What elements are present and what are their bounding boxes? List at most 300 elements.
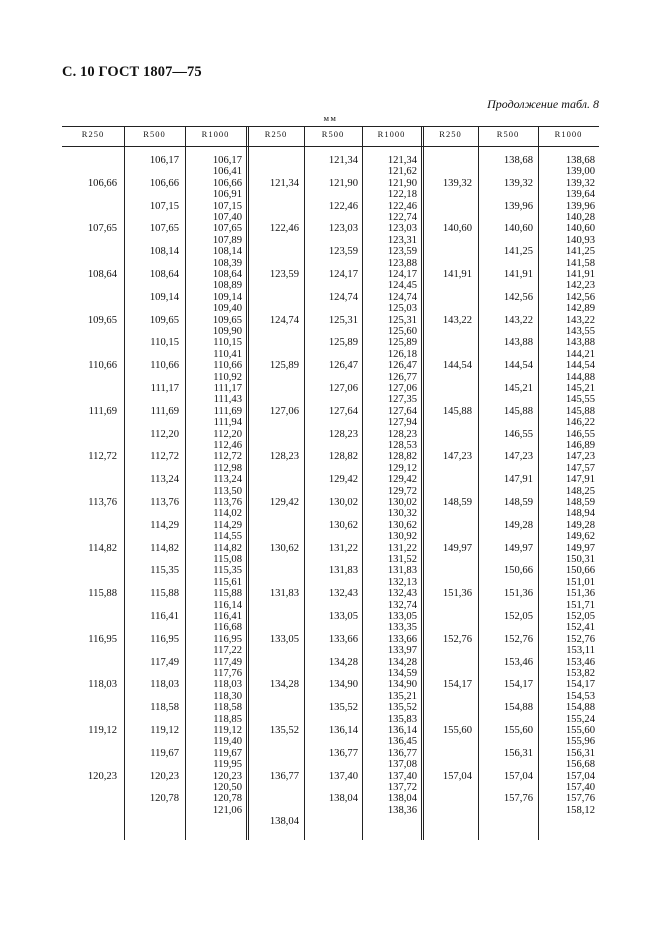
table-cell: 127,06 xyxy=(328,383,358,394)
table-cell: 110,41 xyxy=(213,348,242,360)
table-cell: 148,25 xyxy=(565,485,595,497)
table-cell: 133,66 xyxy=(387,633,417,645)
table-cell: 109,40 xyxy=(212,303,242,315)
table-cell: 139,32 xyxy=(442,177,472,189)
table-cell: 120,23 xyxy=(212,770,242,782)
table-cell: 125,31 xyxy=(328,314,358,326)
table-cell: 111,17 xyxy=(150,383,179,394)
table-cell: 107,40 xyxy=(212,212,242,223)
table-cell: 135,52 xyxy=(269,725,299,736)
table-cell: 127,35 xyxy=(387,394,417,406)
table-cell: 107,15 xyxy=(212,200,242,212)
table-cell: 114,29 xyxy=(213,519,242,531)
table-cell: 129,42 xyxy=(387,474,417,486)
table-cell: 106,66 xyxy=(149,177,179,189)
table-cell: 157,04 xyxy=(442,770,472,782)
table-cell: 142,89 xyxy=(565,303,595,315)
table-cell: 118,03 xyxy=(213,679,242,691)
table-cell: 142,23 xyxy=(565,280,595,292)
table-cell: 111,17 xyxy=(213,383,242,394)
table-cell: 133,97 xyxy=(387,645,417,657)
table-cell: 135,21 xyxy=(387,690,417,702)
table-cell: 149,28 xyxy=(503,519,533,531)
table-cell: 116,95 xyxy=(88,633,117,645)
table-cell: 138,36 xyxy=(387,804,417,816)
table-cell: 146,89 xyxy=(565,440,595,451)
table-cell: 128,53 xyxy=(387,440,417,451)
table-cell: 139,00 xyxy=(565,166,595,178)
table-cell: 151,71 xyxy=(565,599,595,611)
table-cell: 115,88 xyxy=(150,588,179,600)
table-cell: 120,23 xyxy=(149,770,179,782)
table-cell: 125,31 xyxy=(387,314,417,326)
header-r250: R250 xyxy=(439,129,462,139)
table-cell: 157,04 xyxy=(565,770,595,782)
table-cell: 137,40 xyxy=(387,770,417,782)
table-cell: 125,60 xyxy=(387,326,417,337)
table-cell: 131,83 xyxy=(387,565,417,577)
table-cell: 109,14 xyxy=(212,291,242,303)
table-cell: 156,68 xyxy=(565,759,595,771)
table-cell: 110,15 xyxy=(150,337,179,349)
table-cell: 150,31 xyxy=(565,554,595,565)
table-cell: 157,40 xyxy=(565,782,595,793)
table-cell: 109,90 xyxy=(212,326,242,337)
table-cell: 109,14 xyxy=(149,291,179,303)
table-cell: 119,12 xyxy=(150,725,179,736)
table-cell: 128,23 xyxy=(328,428,358,440)
table-cell: 153,46 xyxy=(565,656,595,668)
table-cell: 136,45 xyxy=(387,736,417,748)
table-cell: 135,83 xyxy=(387,713,417,725)
table-cell: 108,64 xyxy=(212,269,242,280)
table-cell: 133,66 xyxy=(328,633,358,645)
table-cell: 146,22 xyxy=(565,417,595,429)
table-cell: 132,43 xyxy=(328,588,358,600)
header-r250: R250 xyxy=(81,129,105,139)
table-cell: 155,60 xyxy=(565,725,595,736)
table-cell: 120,23 xyxy=(87,770,117,782)
table-cell: 106,17 xyxy=(212,155,242,166)
table-cell: 126,77 xyxy=(387,371,417,383)
table-cell: 147,57 xyxy=(565,462,595,474)
table-cell: 139,64 xyxy=(565,189,595,201)
table-cell: 106,66 xyxy=(87,177,117,189)
table-cell: 149,97 xyxy=(442,542,472,554)
table-cell: 130,02 xyxy=(387,497,417,508)
table-cell: 124,74 xyxy=(269,314,299,326)
table-cell: 131,52 xyxy=(387,554,417,565)
table-cell: 108,64 xyxy=(149,269,179,280)
table-cell: 151,36 xyxy=(503,588,533,600)
table-cell: 111,69 xyxy=(213,405,242,417)
table-cell: 121,90 xyxy=(328,177,358,189)
table-cell: 119,12 xyxy=(88,725,117,736)
table-cell: 139,96 xyxy=(503,200,533,212)
table-cell: 118,58 xyxy=(150,702,179,714)
table-cell: 148,59 xyxy=(503,497,533,508)
table-cell: 107,89 xyxy=(212,234,242,246)
table-cell: 150,66 xyxy=(565,565,595,577)
table-cell: 143,55 xyxy=(565,326,595,337)
table-cell: 112,98 xyxy=(213,462,242,474)
table-cell: 158,12 xyxy=(565,804,595,816)
table-cell: 128,23 xyxy=(387,428,417,440)
table-cell: 154,17 xyxy=(565,679,595,691)
table-cell: 152,76 xyxy=(503,633,533,645)
table-cell: 153,11 xyxy=(566,645,595,657)
table-cell: 134,28 xyxy=(328,656,358,668)
table-cell: 121,62 xyxy=(387,166,417,178)
table-cell: 139,32 xyxy=(565,177,595,189)
table-cell: 118,30 xyxy=(213,690,242,702)
table-cell: 113,76 xyxy=(88,497,117,508)
table-cell: 119,40 xyxy=(213,736,242,748)
table-cell: 110,66 xyxy=(150,360,179,372)
table-cell: 146,55 xyxy=(565,428,595,440)
table-cell: 110,66 xyxy=(88,360,117,372)
table-cell: 126,18 xyxy=(387,348,417,360)
table-cell: 147,23 xyxy=(565,451,595,463)
table-cell: 143,22 xyxy=(565,314,595,326)
page-title: С. 10 ГОСТ 1807—75 xyxy=(62,64,202,80)
table-cell: 126,47 xyxy=(387,360,417,372)
table-cell: 145,88 xyxy=(442,405,472,417)
table-cell: 127,94 xyxy=(387,417,417,429)
table-cell: 154,88 xyxy=(503,702,533,714)
table-cell: 108,14 xyxy=(149,246,179,258)
table-cell: 136,14 xyxy=(387,725,417,736)
table-cell: 115,08 xyxy=(213,554,242,565)
values-table xyxy=(62,126,599,840)
column-r500 xyxy=(124,126,179,840)
table-cell: 138,04 xyxy=(269,816,299,828)
table-cell: 133,05 xyxy=(328,611,358,622)
table-cell: 112,20 xyxy=(150,428,179,440)
table-cell: 144,88 xyxy=(565,371,595,383)
table-cell: 123,31 xyxy=(387,234,417,246)
table-cell: 123,88 xyxy=(387,257,417,269)
table-cell: 152,76 xyxy=(565,633,595,645)
table-cell: 141,25 xyxy=(565,246,595,258)
table-cell: 148,94 xyxy=(565,508,595,520)
table-cell: 106,17 xyxy=(149,155,179,166)
table-cell: 118,03 xyxy=(88,679,117,691)
table-continuation-label: Продолжение табл. 8 xyxy=(487,97,599,111)
table-cell: 107,15 xyxy=(149,200,179,212)
table-cell: 109,65 xyxy=(149,314,179,326)
table-cell: 142,56 xyxy=(503,291,533,303)
table-cell: 116,95 xyxy=(213,633,242,645)
table-cell: 124,74 xyxy=(328,291,358,303)
table-cell: 117,76 xyxy=(213,668,242,679)
table-cell: 139,96 xyxy=(565,200,595,212)
table-cell: 137,08 xyxy=(387,759,417,771)
table-cell: 106,91 xyxy=(212,189,242,201)
table-cell: 143,88 xyxy=(565,337,595,349)
table-cell: 155,60 xyxy=(442,725,472,736)
table-cell: 145,88 xyxy=(503,405,533,417)
table-cell: 155,60 xyxy=(503,725,533,736)
column-r500 xyxy=(304,126,358,840)
table-cell: 125,89 xyxy=(328,337,358,349)
table-cell: 140,60 xyxy=(565,223,595,235)
table-cell: 125,03 xyxy=(387,303,417,315)
column-r1000 xyxy=(185,126,242,840)
table-cell: 111,94 xyxy=(213,417,242,429)
table-cell: 141,25 xyxy=(503,246,533,258)
table-cell: 142,56 xyxy=(565,291,595,303)
header-r250: R250 xyxy=(264,129,288,139)
table-cell: 143,88 xyxy=(503,337,533,349)
table-cell: 128,82 xyxy=(328,451,358,463)
table-cell: 122,46 xyxy=(328,200,358,212)
table-cell: 118,85 xyxy=(213,713,242,725)
table-cell: 108,39 xyxy=(212,257,242,269)
table-cell: 116,14 xyxy=(213,599,242,611)
table-cell: 146,55 xyxy=(503,428,533,440)
table-cell: 154,17 xyxy=(503,679,533,691)
table-cell: 147,91 xyxy=(503,474,533,486)
table-cell: 152,76 xyxy=(442,633,472,645)
table-cell: 135,52 xyxy=(387,702,417,714)
table-cell: 144,21 xyxy=(565,348,595,360)
table-cell: 157,04 xyxy=(503,770,533,782)
table-cell: 141,91 xyxy=(503,269,533,280)
table-cell: 152,05 xyxy=(565,611,595,622)
table-cell: 140,93 xyxy=(565,234,595,246)
table-cell: 133,05 xyxy=(387,611,417,622)
table-cell: 117,22 xyxy=(213,645,242,657)
table-cell: 122,74 xyxy=(387,212,417,223)
table-cell: 106,66 xyxy=(212,177,242,189)
table-cell: 121,34 xyxy=(269,177,299,189)
table-cell: 119,95 xyxy=(213,759,242,771)
table-cell: 125,89 xyxy=(387,337,417,349)
table-cell: 127,64 xyxy=(328,405,358,417)
table-cell: 140,28 xyxy=(565,212,595,223)
table-cell: 121,06 xyxy=(212,804,242,816)
table-cell: 123,03 xyxy=(387,223,417,235)
table-cell: 154,88 xyxy=(565,702,595,714)
table-cell: 136,77 xyxy=(387,747,417,759)
column-r500 xyxy=(478,126,533,840)
column-r250 xyxy=(248,126,299,840)
table-cell: 110,15 xyxy=(213,337,242,349)
table-cell: 122,18 xyxy=(387,189,417,201)
table-cell: 115,88 xyxy=(88,588,117,600)
table-cell: 120,78 xyxy=(212,793,242,805)
table-cell: 147,91 xyxy=(565,474,595,486)
table-cell: 126,47 xyxy=(328,360,358,372)
table-cell: 114,02 xyxy=(213,508,242,520)
table-cell: 136,77 xyxy=(269,770,299,782)
table-cell: 135,52 xyxy=(328,702,358,714)
unit-label: мм xyxy=(323,113,338,123)
table-cell: 131,83 xyxy=(269,588,299,600)
table-cell: 124,17 xyxy=(387,269,417,280)
table-cell: 147,23 xyxy=(503,451,533,463)
table-cell: 145,88 xyxy=(565,405,595,417)
table-cell: 130,92 xyxy=(387,531,417,543)
table-cell: 148,59 xyxy=(442,497,472,508)
table-cell: 115,35 xyxy=(150,565,179,577)
table-cell: 137,40 xyxy=(328,770,358,782)
table-cell: 131,22 xyxy=(328,542,358,554)
header-r500: R500 xyxy=(321,129,345,139)
table-cell: 108,14 xyxy=(212,246,242,258)
table-cell: 134,28 xyxy=(387,656,417,668)
table-cell: 123,59 xyxy=(387,246,417,258)
table-cell: 117,49 xyxy=(213,656,242,668)
table-cell: 149,97 xyxy=(503,542,533,554)
table-cell: 129,12 xyxy=(387,462,417,474)
table-cell: 112,72 xyxy=(150,451,179,463)
group-divider xyxy=(246,126,247,840)
table-cell: 149,62 xyxy=(565,531,595,543)
table-cell: 121,34 xyxy=(328,155,358,166)
table-cell: 115,88 xyxy=(213,588,242,600)
table-cell: 118,03 xyxy=(150,679,179,691)
table-cell: 114,82 xyxy=(88,542,117,554)
table-cell: 153,82 xyxy=(565,668,595,679)
table-cell: 111,69 xyxy=(150,405,179,417)
table-cell: 123,03 xyxy=(328,223,358,235)
table-cell: 144,54 xyxy=(503,360,533,372)
table-cell: 124,17 xyxy=(328,269,358,280)
column-r1000 xyxy=(362,126,417,840)
table-cell: 122,46 xyxy=(387,200,417,212)
table-cell: 144,54 xyxy=(565,360,595,372)
table-cell: 145,21 xyxy=(565,383,595,394)
table-cell: 141,58 xyxy=(565,257,595,269)
table-cell: 151,01 xyxy=(565,576,595,588)
table-cell: 149,28 xyxy=(565,519,595,531)
table-cell: 128,23 xyxy=(269,451,299,463)
table-cell: 107,65 xyxy=(87,223,117,235)
table-cell: 130,02 xyxy=(328,497,358,508)
header-r500: R500 xyxy=(143,129,166,139)
table-cell: 129,42 xyxy=(328,474,358,486)
column-r250 xyxy=(62,126,117,840)
table-cell: 140,60 xyxy=(442,223,472,235)
table-cell: 154,17 xyxy=(442,679,472,691)
table-cell: 121,34 xyxy=(387,155,417,166)
table-cell: 130,62 xyxy=(269,542,299,554)
table-cell: 152,41 xyxy=(565,622,595,634)
table-cell: 113,24 xyxy=(213,474,242,486)
table-cell: 138,68 xyxy=(565,155,595,166)
table-cell: 116,68 xyxy=(213,622,242,634)
table-cell: 153,46 xyxy=(503,656,533,668)
table-cell: 132,13 xyxy=(387,576,417,588)
table-cell: 108,89 xyxy=(212,280,242,292)
table-cell: 121,90 xyxy=(387,177,417,189)
table-cell: 130,62 xyxy=(328,519,358,531)
table-cell: 120,78 xyxy=(149,793,179,805)
table-cell: 118,58 xyxy=(213,702,242,714)
table-cell: 117,49 xyxy=(150,656,179,668)
table-cell: 119,12 xyxy=(213,725,242,736)
table-cell: 150,66 xyxy=(503,565,533,577)
table-cell: 138,04 xyxy=(387,793,417,805)
table-cell: 114,82 xyxy=(213,542,242,554)
table-cell: 132,74 xyxy=(387,599,417,611)
table-cell: 134,59 xyxy=(387,668,417,679)
group-divider xyxy=(421,126,422,840)
table-cell: 116,95 xyxy=(150,633,179,645)
table-cell: 155,96 xyxy=(565,736,595,748)
table-cell: 133,35 xyxy=(387,622,417,634)
table-cell: 115,35 xyxy=(213,565,242,577)
table-cell: 131,22 xyxy=(387,542,417,554)
table-cell: 113,76 xyxy=(150,497,179,508)
table-cell: 137,72 xyxy=(387,782,417,793)
table-cell: 151,36 xyxy=(442,588,472,600)
table-cell: 147,23 xyxy=(442,451,472,463)
table-cell: 124,45 xyxy=(387,280,417,292)
table-cell: 120,50 xyxy=(212,782,242,793)
table-cell: 110,66 xyxy=(213,360,242,372)
table-cell: 107,65 xyxy=(212,223,242,235)
table-cell: 136,14 xyxy=(328,725,358,736)
table-cell: 134,28 xyxy=(269,679,299,691)
table-cell: 107,65 xyxy=(149,223,179,235)
table-cell: 111,43 xyxy=(213,394,242,406)
table-cell: 123,59 xyxy=(328,246,358,258)
table-cell: 113,24 xyxy=(150,474,179,486)
table-cell: 125,89 xyxy=(269,360,299,372)
header-r500: R500 xyxy=(496,129,520,139)
table-cell: 149,97 xyxy=(565,542,595,554)
table-cell: 110,92 xyxy=(213,371,242,383)
table-cell: 134,90 xyxy=(328,679,358,691)
header-r1000: R1000 xyxy=(377,129,406,139)
table-cell: 151,36 xyxy=(565,588,595,600)
table-cell: 123,59 xyxy=(269,269,299,280)
table-cell: 134,90 xyxy=(387,679,417,691)
header-r1000: R1000 xyxy=(554,129,583,139)
table-cell: 144,54 xyxy=(442,360,472,372)
table-cell: 112,46 xyxy=(213,440,242,451)
table-cell: 145,55 xyxy=(565,394,595,406)
table-cell: 108,64 xyxy=(87,269,117,280)
table-cell: 156,31 xyxy=(565,747,595,759)
table-cell: 122,46 xyxy=(269,223,299,235)
table-cell: 143,22 xyxy=(442,314,472,326)
table-cell: 140,60 xyxy=(503,223,533,235)
table-cell: 127,06 xyxy=(387,383,417,394)
table-cell: 145,21 xyxy=(503,383,533,394)
table-cell: 130,62 xyxy=(387,519,417,531)
table-cell: 127,06 xyxy=(269,405,299,417)
table-cell: 109,65 xyxy=(87,314,117,326)
table-cell: 155,24 xyxy=(565,713,595,725)
table-cell: 141,91 xyxy=(565,269,595,280)
table-cell: 157,76 xyxy=(565,793,595,805)
table-cell: 136,77 xyxy=(328,747,358,759)
table-cell: 106,41 xyxy=(212,166,242,178)
table-cell: 112,72 xyxy=(88,451,117,463)
table-cell: 116,41 xyxy=(213,611,242,622)
table-cell: 113,76 xyxy=(213,497,242,508)
table-cell: 116,41 xyxy=(150,611,179,622)
table-cell: 114,29 xyxy=(150,519,179,531)
table-cell: 114,82 xyxy=(150,542,179,554)
table-cell: 132,43 xyxy=(387,588,417,600)
table-cell: 157,76 xyxy=(503,793,533,805)
table-cell: 143,22 xyxy=(503,314,533,326)
